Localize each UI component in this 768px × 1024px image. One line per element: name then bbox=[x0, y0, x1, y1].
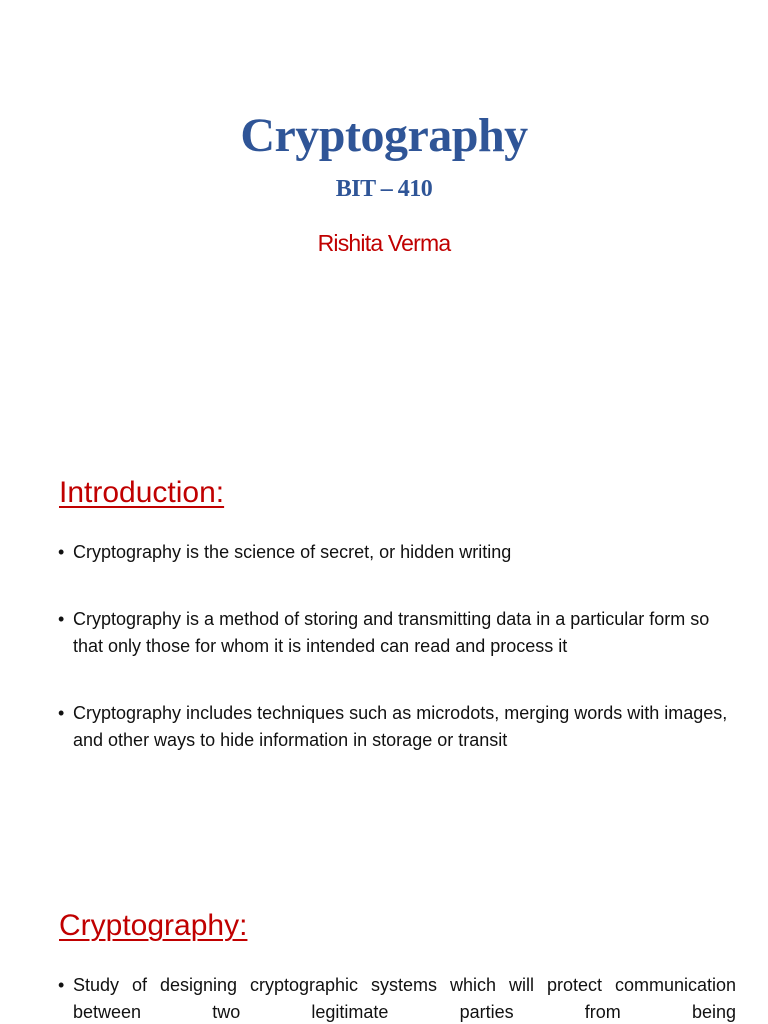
bullet-item bbox=[58, 606, 736, 660]
presentation-title: Cryptography bbox=[240, 109, 528, 162]
cryptography-heading: Cryptography: bbox=[59, 909, 248, 942]
bullet-text: • Study of designing cryptographic systems which will protect communication between two legitimate parties from being bbox=[73, 975, 736, 1022]
intro-bullet-list bbox=[58, 539, 736, 754]
bullet-item bbox=[58, 972, 736, 1024]
intro-heading: Introduction: bbox=[59, 476, 225, 509]
author-name: Rishita Verma bbox=[317, 230, 451, 256]
bullet-item bbox=[58, 539, 736, 566]
course-code: BIT – 410 bbox=[335, 176, 433, 202]
bullet-text: • Cryptography includes techniques such as microdots, merging words with images, and other ways to hide information in storage or transit bbox=[73, 703, 728, 750]
cryptography-bullet-list bbox=[58, 972, 736, 1024]
bullet-text: • Cryptography is a method of storing and transmitting data in a particular form so that only those for whom it is intended can read and process it bbox=[73, 609, 710, 656]
title-slide bbox=[0, 0, 768, 430]
bullet-text: • Cryptography is the science of secret, or hidden writing bbox=[73, 542, 512, 562]
bullet-item bbox=[58, 700, 736, 754]
